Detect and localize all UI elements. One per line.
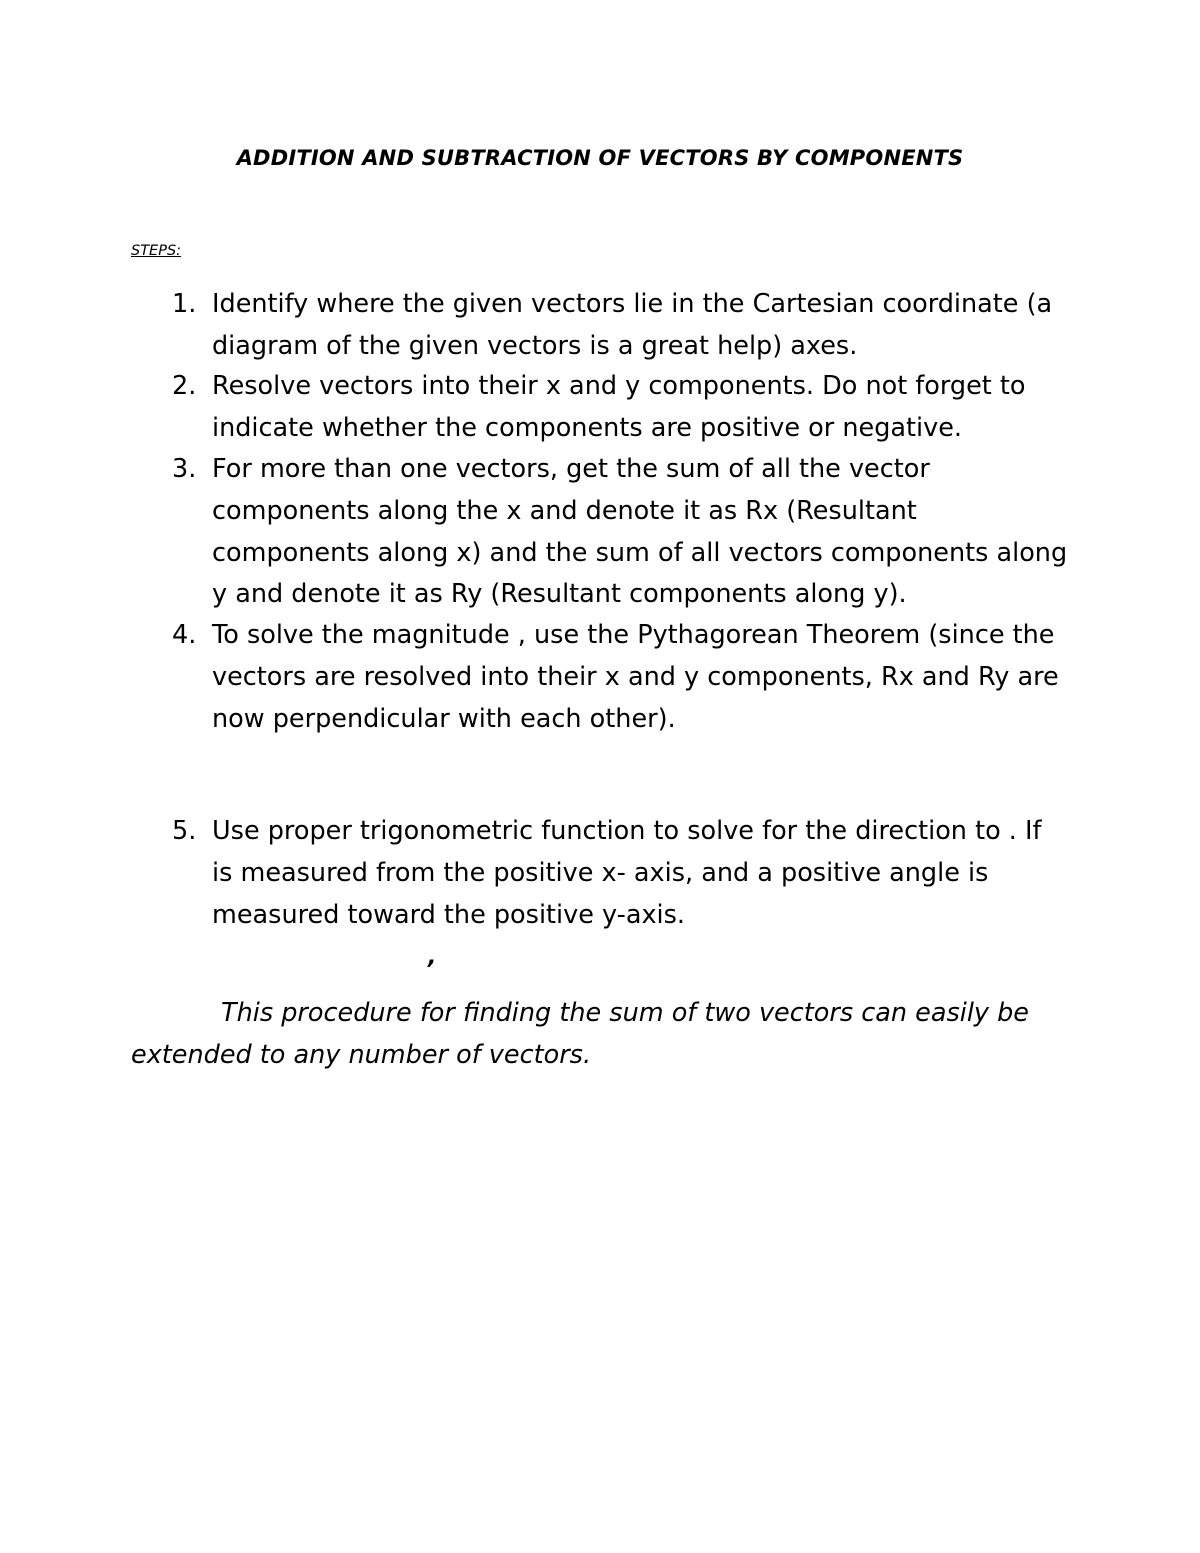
step-line: components along the x and denote it as Rx (Resultant (212, 495, 917, 526)
step-line: is measured from the positive x- axis, and a positive angle is (212, 857, 989, 888)
step-number: 2. (172, 371, 197, 401)
step-line: Identify where the given vectors lie in the Cartesian coordinate (a (212, 289, 1053, 319)
step-number: 1. (172, 289, 197, 319)
step-text (212, 449, 1092, 616)
steps-label: STEPS: (131, 243, 182, 259)
closing-line: This procedure for finding the sum of two vectors can easily be (221, 998, 1029, 1028)
step-number: 4. (172, 620, 197, 650)
step-line: For more than one vectors, get the sum of all the vector (212, 454, 930, 484)
step-line: Resolve vectors into their x and y components. Do not forget to (212, 371, 1026, 401)
step-line: now perpendicular with each other). (212, 703, 676, 734)
step-number: 3. (172, 454, 197, 484)
step-text (212, 366, 1092, 450)
step-line: y and denote it as Ry (Resultant components along y). (212, 579, 907, 610)
step-text (212, 811, 1092, 936)
step-text (212, 284, 1092, 368)
document-title: ADDITION AND SUBTRACTION OF VECTORS BY COMPONENTS (236, 146, 964, 170)
step-line: Use proper trigonometric function to solve for the direction to . If (212, 816, 1042, 846)
stray-comma-mark: , (428, 945, 437, 970)
closing-line: extended to any number of vectors. (131, 1040, 592, 1070)
closing-paragraph (131, 992, 1029, 1076)
step-line: vectors are resolved into their x and y components, Rx and Ry are (212, 661, 1059, 692)
step-line: To solve the magnitude , use the Pythagorean Theorem (since the (212, 620, 1055, 650)
step-line: components along x) and the sum of all vectors components along (212, 537, 1068, 568)
step-line: measured toward the positive y-axis. (212, 899, 686, 930)
step-text (212, 615, 1092, 740)
step-line: indicate whether the components are positive or negative. (212, 412, 962, 443)
step-number: 5. (172, 816, 197, 846)
step-line: diagram of the given vectors is a great help) axes. (212, 330, 858, 361)
